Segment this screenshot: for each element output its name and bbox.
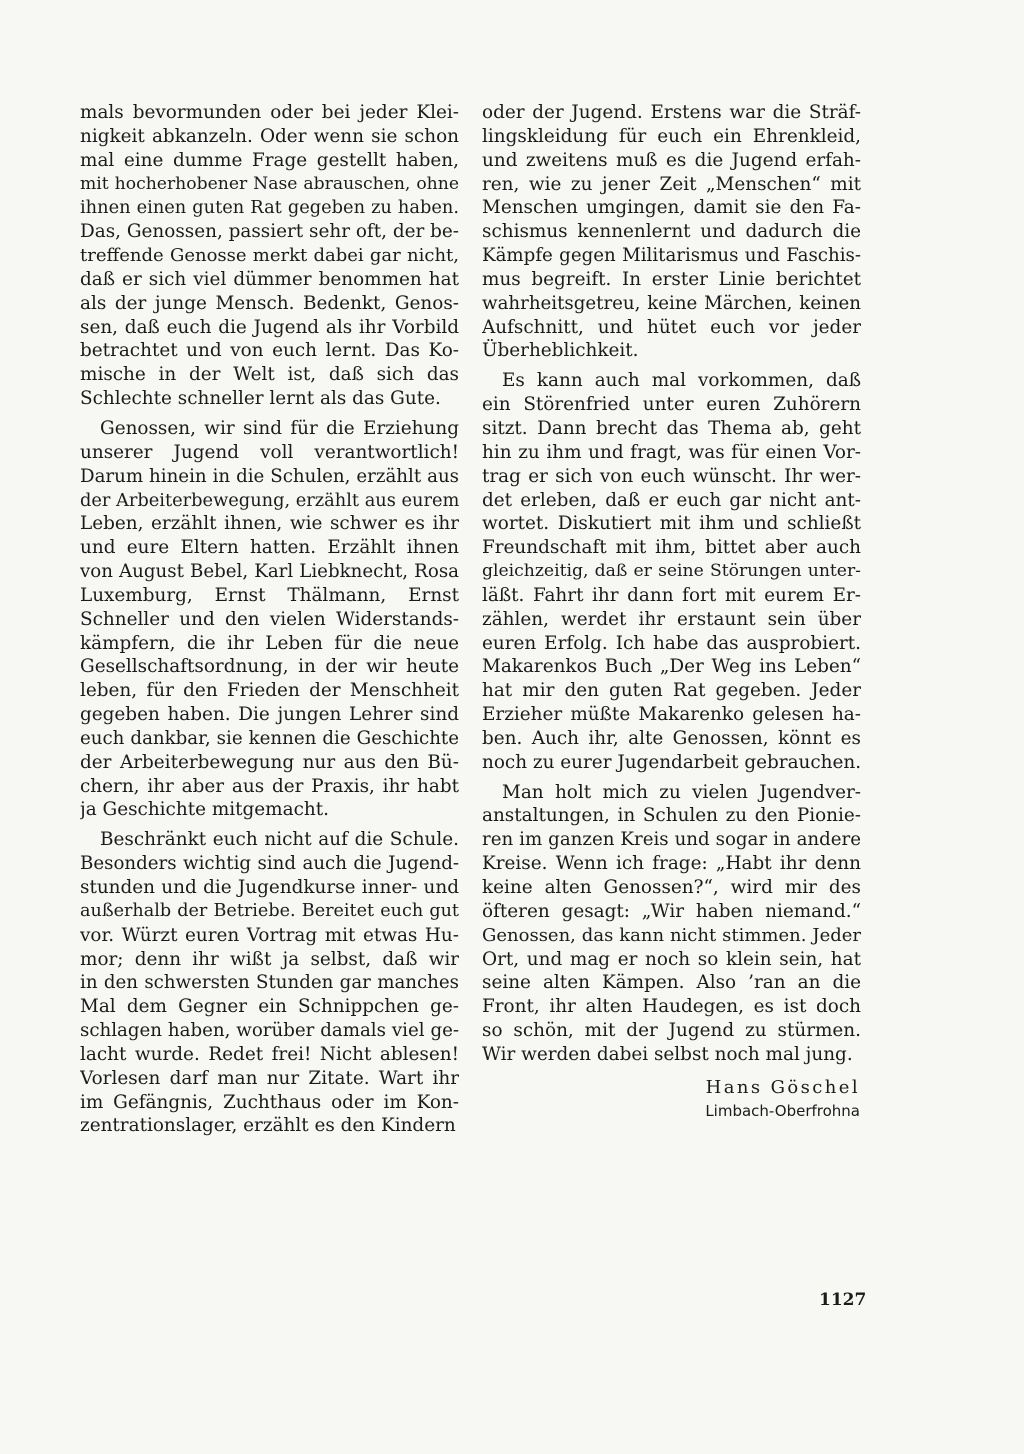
text-column-left (80, 101, 459, 1138)
text-line: daß er sich viel dümmer benommen hat (80, 268, 459, 290)
text-line: ben. Auch ihr, alte Genossen, könnt es (482, 727, 861, 749)
text-line: sen, daß euch die Jugend als ihr Vorbild (80, 316, 459, 338)
text-line: mals bevormunden oder bei jeder Klei- (80, 102, 459, 123)
text-line: sitzt. Dann brecht das Thema ab, geht (482, 417, 861, 439)
paragraph (482, 101, 861, 363)
text-line: Besonders wichtig sind auch die Jugend- (80, 853, 459, 875)
text-line: Ort, und mag er noch so klein sein, hat (482, 948, 861, 970)
text-line: zentrationslager, erzählt es den Kindern (80, 1115, 456, 1137)
paragraph (482, 369, 861, 774)
text-line: noch zu eurer Jugendarbeit gebrauchen. (482, 751, 861, 773)
text-line: zählen, werdet ihr erstaunt sein über (482, 608, 861, 630)
text-line: trag er sich von euch wünscht. Ihr wer- (482, 465, 861, 487)
text-line: Genossen, wir sind für die Erziehung (100, 417, 459, 439)
text-line: Das, Genossen, passiert sehr oft, der be- (80, 221, 459, 243)
text-line: kämpfern, die ihr Leben für die neue (80, 632, 459, 654)
text-line: läßt. Fahrt ihr dann fort mit eurem Er- (482, 584, 861, 606)
text-line: Mal dem Gegner ein Schnippchen ge- (80, 996, 459, 1018)
text-line: anstaltungen, in Schulen zu den Pionie- (482, 805, 861, 827)
text-line: Vorlesen darf man nur Zitate. Wart ihr (80, 1067, 459, 1089)
paragraph (80, 828, 459, 1138)
text-line: keine alten Genossen?“, wird mir des (482, 877, 861, 898)
text-line: hin zu ihm und fragt, was für einen Vor- (482, 441, 861, 463)
text-line: Freundschaft mit ihm, bittet aber auch (482, 537, 861, 559)
text-line: leben, für den Frieden der Menschheit (80, 680, 459, 702)
text-line: in den schwersten Stunden gar manches (80, 972, 459, 994)
text-line: schlagen haben, worüber damals viel ge- (80, 1020, 459, 1042)
text-line: treffende Genosse merkt dabei gar nicht, (80, 245, 459, 267)
text-line: Beschränkt euch nicht auf die Schule. (100, 829, 459, 851)
author-signature (705, 1076, 860, 1122)
text-line: mische in der Welt ist, daß sich das (80, 364, 459, 386)
text-line: ein Störenfried unter euren Zuhörern (482, 394, 861, 416)
text-line: Menschen umgingen, damit sie den Fa- (482, 197, 861, 219)
text-line: nigkeit abkanzeln. Oder wenn sie schon (80, 125, 459, 147)
text-line: wahrheitsgetreu, keine Märchen, keinen (482, 292, 861, 314)
text-line: mal eine dumme Frage gestellt haben, (80, 149, 459, 171)
text-line: im Gefängnis, Zuchthaus oder im Kon- (80, 1091, 459, 1113)
text-line: Gesellschaftsordnung, in der wir heute (80, 656, 459, 678)
text-line: det erleben, daß er euch gar nicht ant- (482, 489, 861, 511)
text-line: lingskleidung für euch ein Ehrenkleid, (482, 125, 861, 147)
text-line: Man holt mich zu vielen Jugendver- (502, 781, 861, 803)
text-line: wortet. Diskutiert mit ihm und schließt (482, 513, 861, 535)
text-line: betrachtet und von euch lernt. Das Ko- (80, 340, 459, 362)
text-line: Luxemburg, Ernst Thälmann, Ernst (80, 584, 459, 606)
text-line: mus begreift. In erster Linie berichtet (482, 268, 861, 290)
text-line: vor. Würzt euren Vortrag mit etwas Hu- (80, 924, 459, 946)
text-line: ren, wie zu jener Zeit „Menschen“ mit (482, 173, 861, 195)
text-line: gleichzeitig, daß er seine Störungen unter- (482, 561, 861, 582)
text-line: Es kann auch mal vorkommen, daß (502, 370, 861, 392)
author-location: Limbach-Oberfrohna (705, 1102, 860, 1120)
text-line: ren im ganzen Kreis und sogar in andere (482, 829, 861, 851)
text-line: oder der Jugend. Erstens war die Sträf- (482, 102, 861, 123)
page-number: 1127 (819, 1290, 867, 1310)
text-line: so schön, mit der Jugend zu stürmen. (482, 1020, 861, 1042)
text-line: euren Erfolg. Ich habe das ausprobiert. (482, 632, 861, 654)
text-column-right (482, 101, 861, 1067)
text-line: gegeben haben. Die jungen Lehrer sind (80, 704, 459, 726)
text-line: Kämpfe gegen Militarismus und Faschis- (482, 245, 861, 267)
text-line: Wir werden dabei selbst noch mal jung. (482, 1043, 853, 1065)
text-line: Leben, erzählt ihnen, wie schwer es ihr (80, 513, 459, 535)
text-line: öfteren gesagt: „Wir haben niemand.“ (482, 900, 861, 922)
text-line: der Arbeiterbewegung nur aus den Bü- (80, 751, 459, 773)
text-line: chern, ihr aber aus der Praxis, ihr habt (80, 775, 459, 797)
text-line: Aufschnitt, und hütet euch vor jeder (482, 316, 861, 338)
text-line: hat mir den guten Rat gegeben. Jeder (482, 680, 861, 702)
text-line: Genossen, das kann nicht stimmen. Jeder (482, 924, 861, 946)
text-line: der Arbeiterbewegung, erzählt aus eurem (80, 489, 459, 511)
text-line: mit hocherhobener Nase abrauschen, ohne (80, 173, 459, 194)
author-name: Hans Göschel (705, 1077, 860, 1098)
text-line: Front, ihr alten Haudegen, es ist doch (482, 996, 861, 1018)
text-line: Schlechte schneller lernt als das Gute. (80, 388, 441, 410)
paragraph (80, 417, 459, 822)
text-line: Erzieher müßte Makarenko gelesen ha- (482, 704, 861, 726)
text-line: unserer Jugend voll verantwortlich! (80, 441, 459, 463)
paragraph (482, 781, 861, 1067)
text-line: außerhalb der Betriebe. Bereitet euch gut (80, 900, 459, 921)
paragraph (80, 101, 459, 411)
text-line: und zweitens muß es die Jugend erfah- (482, 149, 861, 171)
text-line: ihnen einen guten Rat gegeben zu haben. (80, 197, 459, 219)
text-line: Makarenkos Buch „Der Weg ins Leben“ (482, 656, 861, 678)
text-line: ja Geschichte mitgemacht. (80, 799, 329, 821)
text-line: lacht wurde. Redet frei! Nicht ablesen! (80, 1043, 459, 1065)
text-line: als der junge Mensch. Bedenkt, Genos- (80, 292, 459, 314)
text-line: von August Bebel, Karl Liebknecht, Rosa (80, 561, 459, 583)
text-line: mor; denn ihr wißt ja selbst, daß wir (80, 948, 459, 970)
text-line: euch dankbar, sie kennen die Geschichte (80, 727, 459, 749)
text-line: Darum hinein in die Schulen, erzählt aus (80, 465, 459, 487)
text-line: schismus kennenlernt und dadurch die (482, 221, 861, 243)
text-line: seine alten Kämpen. Also ’ran an die (482, 972, 861, 994)
text-line: Überheblichkeit. (482, 340, 639, 362)
text-line: und eure Eltern hatten. Erzählt ihnen (80, 537, 459, 559)
text-line: Schneller und den vielen Widerstands- (80, 608, 459, 630)
text-line: Kreise. Wenn ich frage: „Habt ihr denn (482, 853, 861, 875)
text-line: stunden und die Jugendkurse inner- und (80, 877, 459, 898)
